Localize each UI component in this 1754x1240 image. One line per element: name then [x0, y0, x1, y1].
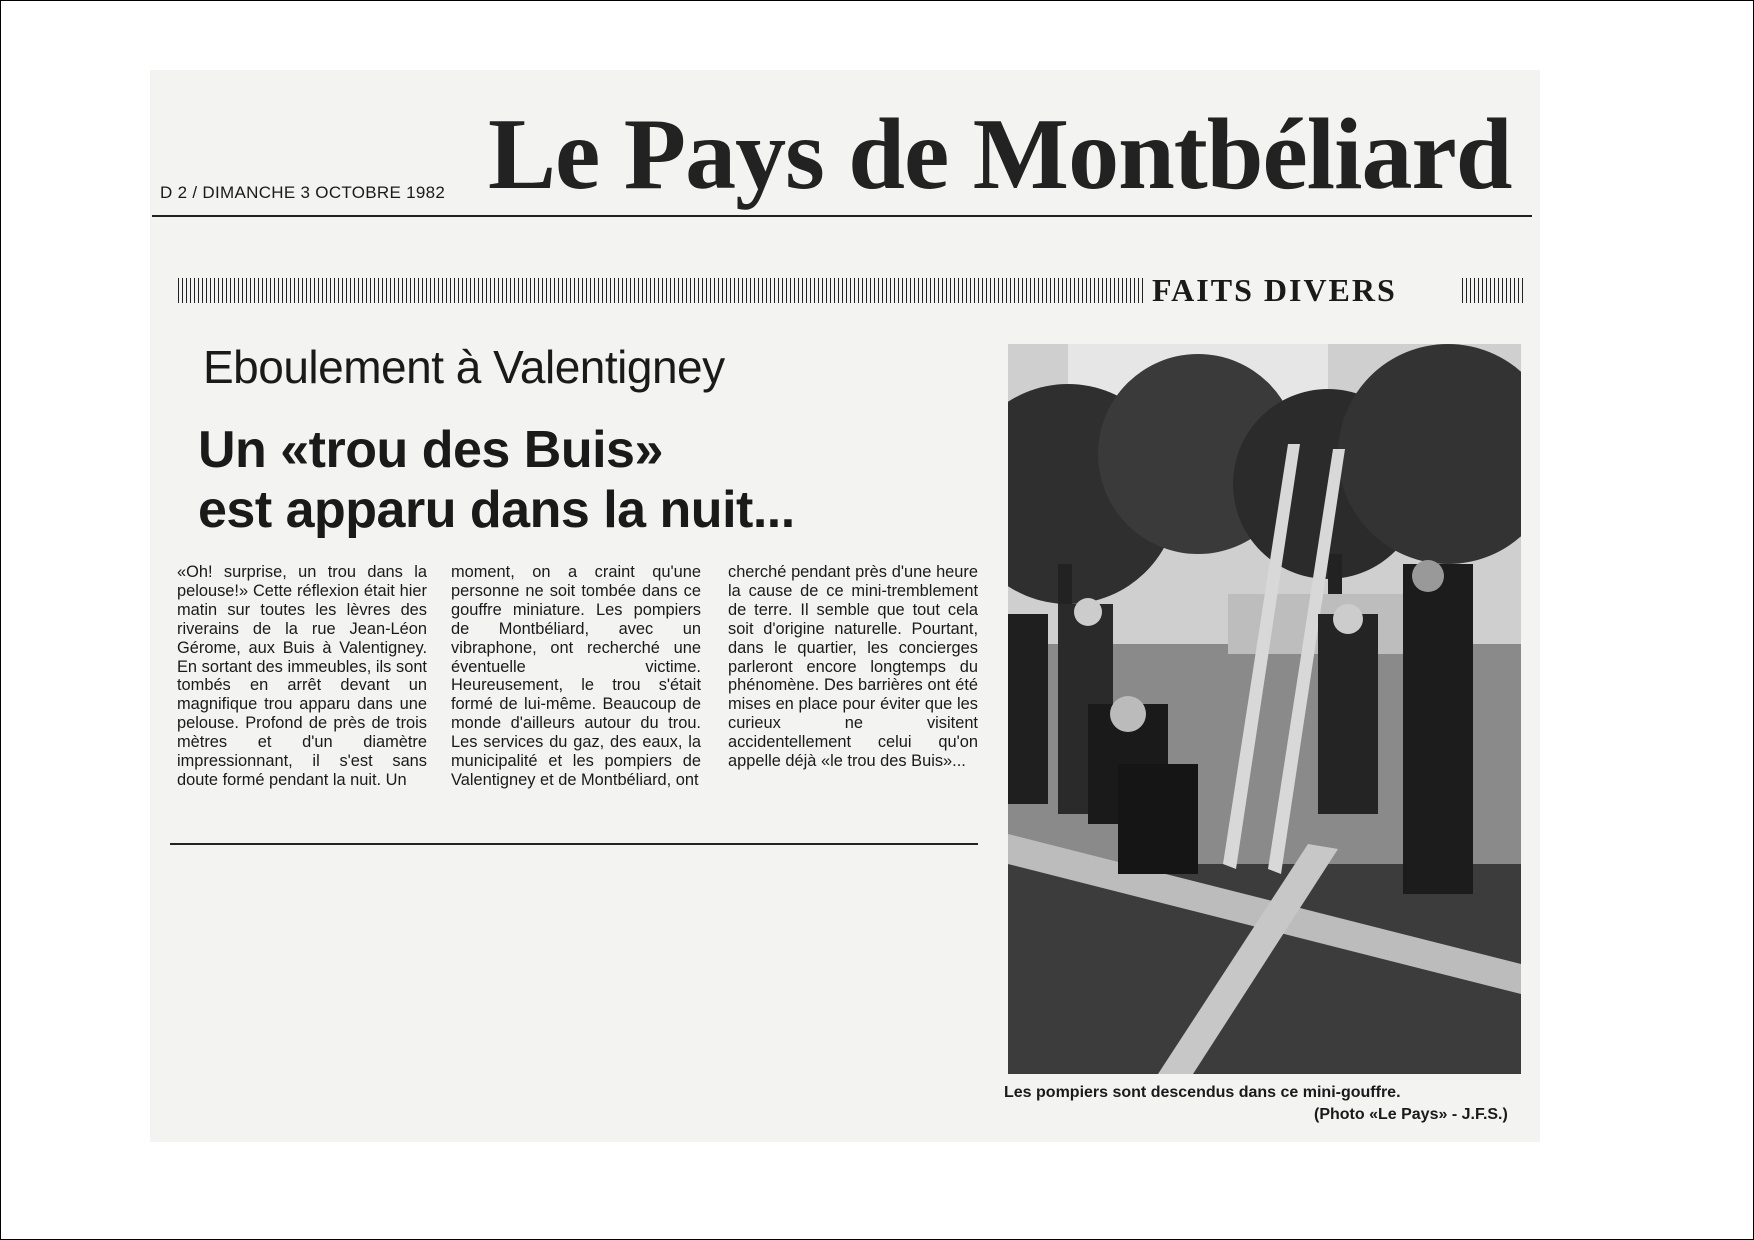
- article-kicker: Eboulement à Valentigney: [203, 341, 725, 393]
- article-column-3: cherché pendant près d'une heure la cause de ce mini-tremblement de terre. Il semble que tout cela soit d'origine naturelle. Pourtant, dans le quartier, les concierges parleront encore longtemps du phénomène. Des barrières ont été mises en place pour éviter que les curieux ne visitent accidentellement celui qu'on appelle déjà «le trou des Buis»...: [728, 563, 978, 771]
- photo-credit: (Photo «Le Pays» - J.F.S.): [1314, 1106, 1508, 1123]
- date-line: D 2 / DIMANCHE 3 OCTOBRE 1982: [160, 183, 446, 202]
- section-bar-left: [178, 278, 1146, 303]
- section-bar-right: [1462, 278, 1526, 303]
- article-column-1: «Oh! surprise, un trou dans la pelouse!» Cette réflexion était hier matin sur toutes les lèvres des riverains de la rue Jean-Léon Gérome, aux Buis à Valentigney. En sortant des immeubles, ils sont tombés en arrêt devant un magnifique trou apparu dans une pelouse. Profond de près de trois mètres et d'un diamètre impressionnant, il s'est sans doute formé pendant la nuit. Un: [177, 563, 427, 789]
- photo-caption: Les pompiers sont descendus dans ce mini-gouffre.: [1004, 1084, 1401, 1101]
- news-photo: [1008, 344, 1521, 1074]
- article-headline: [198, 420, 795, 540]
- masthead-rule: [152, 215, 1532, 217]
- headline-line-1: Un «trou des Buis»: [198, 421, 663, 479]
- headline-line-2: est apparu dans la nuit...: [198, 481, 795, 539]
- article-end-rule: [170, 843, 978, 845]
- article-column-2: moment, on a craint qu'une personne ne soit tombée dans ce gouffre miniature. Les pompiers de Montbéliard, avec un vibraphone, ont recherché une éventuelle victime. Heureusement, le trou s'était formé de lui-même. Beaucoup de monde d'ailleurs autour du trou. Les services du gaz, des eaux, la municipalité et les pompiers de Valentigney et de Montbéliard, ont: [451, 563, 701, 789]
- section-label: FAITS DIVERS: [1152, 272, 1397, 308]
- masthead-title: Le Pays de Montbéliard: [488, 98, 1512, 211]
